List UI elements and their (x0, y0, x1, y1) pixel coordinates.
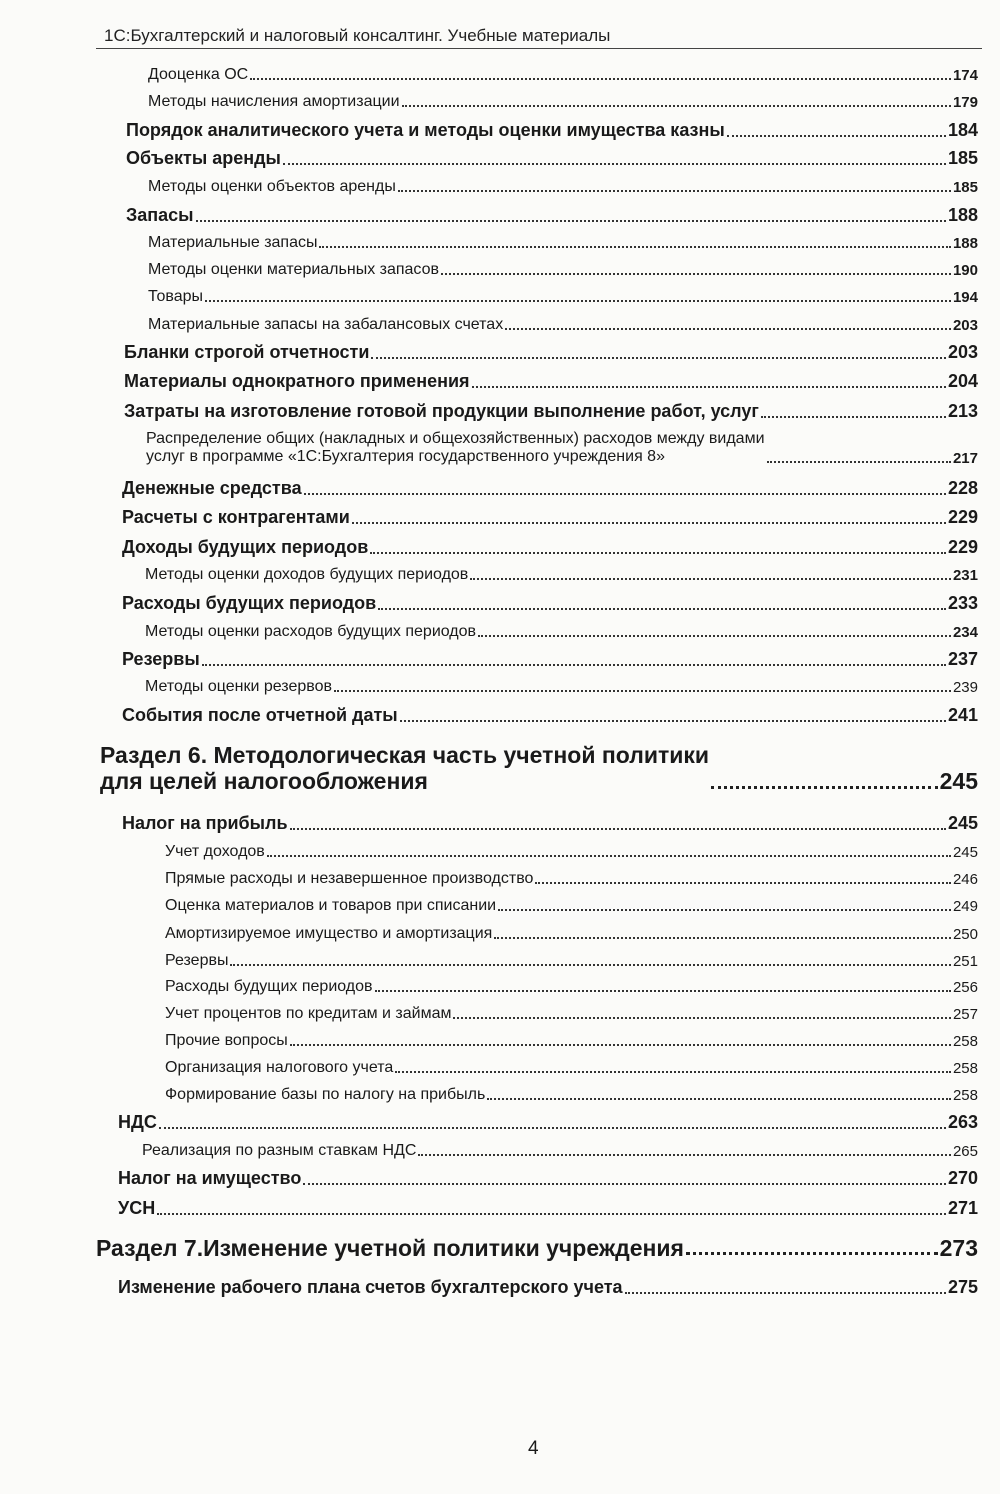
toc-entry-page: 204 (947, 371, 978, 391)
toc-entry-title: Порядок аналитического учета и методы оценки имущества казны (126, 120, 725, 140)
toc-entry (165, 1005, 978, 1023)
toc-entry (165, 925, 978, 943)
toc-entry-page: 258 (952, 1033, 978, 1051)
toc-entry (118, 1112, 978, 1133)
toc-entry (165, 897, 978, 915)
toc-entry-title: НДС (118, 1112, 157, 1132)
toc-entry (118, 1277, 978, 1298)
toc-entry-title: Доходы будущих периодов (122, 537, 369, 557)
toc-entry-page: 194 (952, 289, 978, 307)
toc-entry (142, 1142, 978, 1160)
dot-leader (290, 828, 946, 830)
dot-leader (304, 493, 946, 495)
toc-entry-page: 185 (947, 148, 978, 168)
toc-entry-page: 265 (952, 1143, 978, 1161)
toc-entry-page: 246 (952, 871, 978, 889)
toc-entry-page: 245 (952, 844, 978, 862)
dot-leader (761, 416, 946, 418)
dot-leader (402, 105, 951, 107)
toc-entry-title: Распределение общих (накладных и общехозяйственных) расходов между видами услуг в программе «1С:Бухгалтерия государственного учреждения 8» (146, 430, 765, 466)
dot-leader (202, 664, 946, 666)
header-divider (96, 48, 982, 49)
toc-entry (165, 1086, 978, 1104)
toc-entry-title: Раздел 7.Изменение учетной политики учреждения (96, 1235, 684, 1261)
toc-entry-title: Налог на прибыль (122, 813, 288, 833)
toc-entry-title: Объекты аренды (126, 148, 281, 168)
toc-section (100, 742, 978, 795)
dot-leader (334, 690, 951, 692)
toc-entry-title: Учет процентов по кредитам и займам (165, 1005, 452, 1022)
toc-section (96, 1235, 978, 1261)
toc-entry-title: Налог на имущество (118, 1168, 302, 1188)
toc-entry-title: Методы начисления амортизации (148, 93, 400, 110)
toc-entry-title: Дооценка ОС (148, 66, 249, 83)
dot-leader (230, 964, 951, 966)
dot-leader (487, 1098, 951, 1100)
toc-entry (165, 843, 978, 861)
toc-entry-title: Учет доходов (165, 843, 265, 860)
dot-leader (196, 220, 946, 222)
toc-entry-title: Затраты на изготовление готовой продукции выполнение работ, услуг (124, 401, 759, 421)
toc-entry (165, 870, 978, 888)
toc-entry-title: Организация налогового учета (165, 1059, 394, 1076)
dot-leader (498, 909, 951, 911)
toc-entry-title: Товары (148, 288, 204, 305)
dot-leader (505, 328, 951, 330)
toc-entry-page: 275 (947, 1277, 978, 1297)
toc-entry (122, 705, 978, 726)
dot-leader (319, 246, 950, 248)
toc-entry (122, 537, 978, 558)
dot-leader (283, 163, 946, 165)
toc-entry (118, 1168, 978, 1189)
toc-entry (148, 261, 978, 279)
toc-entry-title: Методы оценки доходов будущих периодов (145, 566, 469, 583)
dot-leader (625, 1292, 946, 1294)
toc-entry-page: 258 (952, 1087, 978, 1105)
toc-entry-title: Материалы однократного применения (124, 371, 470, 391)
toc-entry (126, 120, 978, 141)
toc-entry-title: Материальные запасы (148, 234, 318, 251)
toc-entry-title: Методы оценки материальных запасов (148, 261, 440, 278)
toc-entry (145, 678, 978, 696)
toc-entry (145, 623, 978, 641)
toc-entry-title: Запасы (126, 205, 194, 225)
toc-entry-title: Прочие вопросы (165, 1032, 288, 1049)
dot-leader (478, 635, 951, 637)
toc-entry-title: Оценка материалов и товаров при списании (165, 897, 497, 914)
toc-entry-title: Реализация по разным ставкам НДС (142, 1142, 417, 1159)
toc-entry-page: 188 (947, 205, 978, 225)
dot-leader (472, 386, 946, 388)
toc-entry-title: Расчеты с контрагентами (122, 507, 350, 527)
toc-entry (122, 593, 978, 614)
toc-entry-page: 237 (947, 649, 978, 669)
toc-entry (124, 401, 978, 422)
toc-entry (145, 566, 978, 584)
toc-entry-page: 185 (952, 179, 978, 197)
dot-leader (159, 1127, 946, 1129)
toc-entry-page: 271 (947, 1198, 978, 1218)
toc-entry (126, 148, 978, 169)
toc-entry-page: 184 (947, 120, 978, 140)
dot-leader (453, 1017, 950, 1019)
toc-entry-page: 229 (947, 537, 978, 557)
dot-leader (267, 855, 951, 857)
dot-leader (470, 578, 951, 580)
toc-entry (146, 430, 978, 467)
dot-leader (290, 1044, 951, 1046)
toc-entry-page: 263 (947, 1112, 978, 1132)
toc-entry-page: 241 (947, 705, 978, 725)
dot-leader (205, 300, 951, 302)
dot-leader (157, 1213, 946, 1215)
dot-leader (395, 1071, 951, 1073)
toc-entry-page: 213 (947, 401, 978, 421)
dot-leader (535, 882, 951, 884)
toc-entry-title: Методы оценки расходов будущих периодов (145, 623, 477, 640)
dot-leader (686, 1252, 938, 1255)
toc-entry-title: Материальные запасы на забалансовых счетах (148, 316, 504, 333)
toc-entry-page: 188 (952, 235, 978, 253)
toc-entry-page: 190 (952, 262, 978, 280)
toc-entry (124, 371, 978, 392)
toc-entry-page: 256 (952, 979, 978, 997)
toc-entry-page: 249 (952, 898, 978, 916)
dot-leader (250, 78, 951, 80)
toc-entry-page: 250 (952, 926, 978, 944)
dot-leader (441, 273, 951, 275)
dot-leader (375, 990, 951, 992)
toc-entry-title: Амортизируемое имущество и амортизация (165, 925, 493, 942)
toc-entry (148, 288, 978, 306)
toc-entry-title: Расходы будущих периодов (165, 978, 373, 995)
toc-entry (165, 978, 978, 996)
toc-entry (122, 507, 978, 528)
toc-entry-title: Методы оценки резервов (145, 678, 332, 695)
dot-leader (727, 135, 946, 137)
toc-entry (165, 1059, 978, 1077)
toc-entry (122, 813, 978, 834)
toc-entry-page: 245 (939, 768, 978, 795)
toc-entry-page: 233 (947, 593, 978, 613)
dot-leader (400, 720, 946, 722)
toc-entry-title: Резервы (122, 649, 200, 669)
toc-entry-page: 258 (952, 1060, 978, 1078)
toc-entry-title: УСН (118, 1198, 156, 1218)
toc-entry-page: 228 (947, 478, 978, 498)
page-number: 4 (528, 1438, 539, 1459)
toc-entry-page: 270 (947, 1168, 978, 1188)
toc-entry-title: Раздел 6. Методологическая часть учетной политики для целей налогообложения (100, 742, 710, 795)
toc-entry-title: Формирование базы по налогу на прибыль (165, 1086, 486, 1103)
dot-leader (303, 1183, 946, 1185)
dot-leader (352, 522, 946, 524)
toc-entry-page: 174 (952, 67, 978, 85)
toc-entry (165, 952, 978, 970)
dot-leader (494, 937, 951, 939)
toc-entry (126, 205, 978, 226)
toc-entry-page: 245 (947, 813, 978, 833)
toc-entry-title: Методы оценки объектов аренды (148, 178, 396, 195)
toc-entry (118, 1198, 978, 1219)
toc-entry-title: Изменение рабочего плана счетов бухгалтерского учета (118, 1277, 623, 1297)
toc-entry-title: Бланки строгой отчетности (124, 342, 370, 362)
toc-entry-page: 179 (952, 94, 978, 112)
toc-entry-page: 229 (947, 507, 978, 527)
toc-entry (148, 234, 978, 252)
dot-leader (398, 190, 951, 192)
dot-leader (370, 552, 946, 554)
dot-leader (371, 357, 946, 359)
toc-entry-title: События после отчетной даты (122, 705, 398, 725)
toc-entry (148, 178, 978, 196)
toc-entry (148, 316, 978, 334)
toc-entry-page: 231 (952, 567, 978, 585)
toc-entry-page: 234 (952, 624, 978, 642)
toc-entry-title: Расходы будущих периодов (122, 593, 377, 613)
toc-entry-page: 203 (952, 317, 978, 335)
toc-entry-title: Денежные средства (122, 478, 302, 498)
toc-entry-page: 257 (952, 1006, 978, 1024)
toc-entry (165, 1032, 978, 1050)
toc-entry-page: 203 (947, 342, 978, 362)
toc-entry (148, 93, 978, 111)
toc-entry-title: Прямые расходы и незавершенное производство (165, 870, 534, 887)
dot-leader (711, 786, 938, 789)
running-header: 1С:Бухгалтерский и налоговый консалтинг. Учебные материалы (104, 26, 611, 45)
dot-leader (378, 608, 946, 610)
toc-entry (122, 478, 978, 499)
toc-entry-page: 251 (952, 953, 978, 971)
toc-entry-page: 217 (952, 449, 978, 467)
toc-entry-page: 273 (939, 1235, 978, 1261)
toc-entry-title: Резервы (165, 952, 229, 969)
toc-entry (122, 649, 978, 670)
toc-entry (148, 66, 978, 84)
toc-entry-page: 239 (952, 679, 978, 697)
toc-entry (124, 342, 978, 363)
dot-leader (767, 461, 951, 463)
dot-leader (418, 1154, 951, 1156)
